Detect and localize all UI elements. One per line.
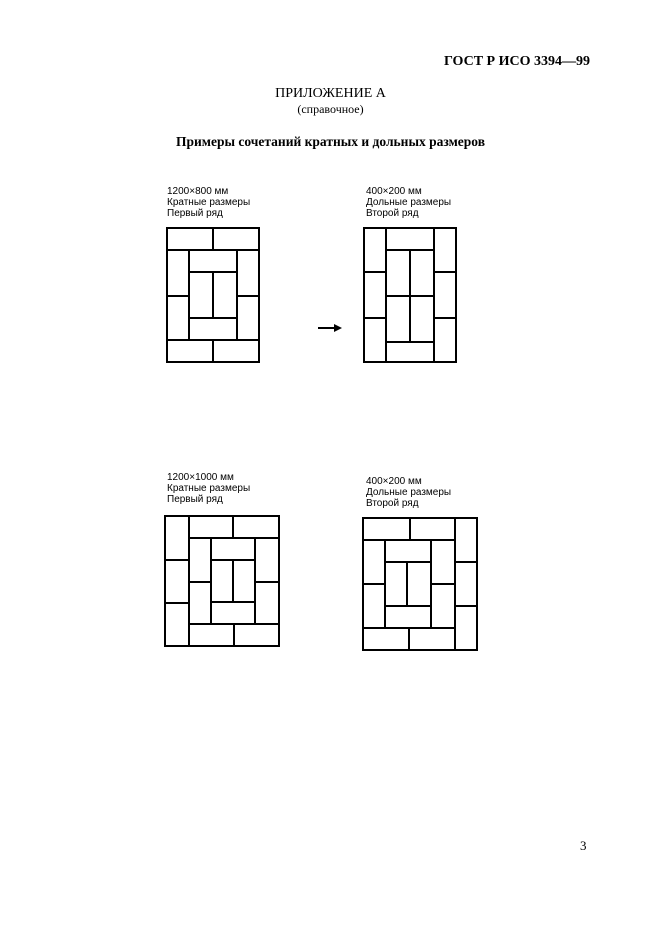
- page-number: 3: [580, 838, 587, 853]
- pattern-size: 400×200 мм: [366, 476, 422, 487]
- pattern-kind: Кратные размеры: [167, 483, 251, 494]
- appendix-note: (справочное): [297, 102, 364, 116]
- pattern-kind: Дольные размеры: [366, 197, 452, 208]
- pattern-caption: [167, 472, 250, 505]
- pattern-kind: Дольные размеры: [366, 487, 452, 498]
- document-code: ГОСТ Р ИСО 3394—99: [443, 54, 590, 69]
- brick-pattern-diagram: [363, 518, 477, 650]
- pattern-size: 400×200 мм: [366, 186, 422, 197]
- pattern-row: Первый ряд: [167, 494, 223, 505]
- section-title: Примеры сочетаний кратных и дольных размеров: [175, 134, 486, 149]
- pattern-row: Второй ряд: [366, 498, 419, 509]
- pattern-size: 1200×800 мм: [167, 186, 229, 197]
- brick-pattern-diagram: [167, 228, 259, 362]
- pattern-kind: Кратные размеры: [167, 197, 251, 208]
- pattern-row: Второй ряд: [366, 208, 419, 219]
- pattern-caption: [366, 476, 451, 509]
- appendix-title: ПРИЛОЖЕНИЕ А: [275, 86, 386, 101]
- brick-pattern-diagram: [165, 516, 279, 646]
- brick-pattern-diagram: [364, 228, 456, 362]
- pattern-size: 1200×1000 мм: [167, 472, 234, 483]
- arrow-right-icon: [318, 323, 342, 333]
- pattern-row: Первый ряд: [167, 208, 223, 219]
- pattern-caption: [366, 186, 451, 219]
- pattern-caption: [167, 186, 250, 219]
